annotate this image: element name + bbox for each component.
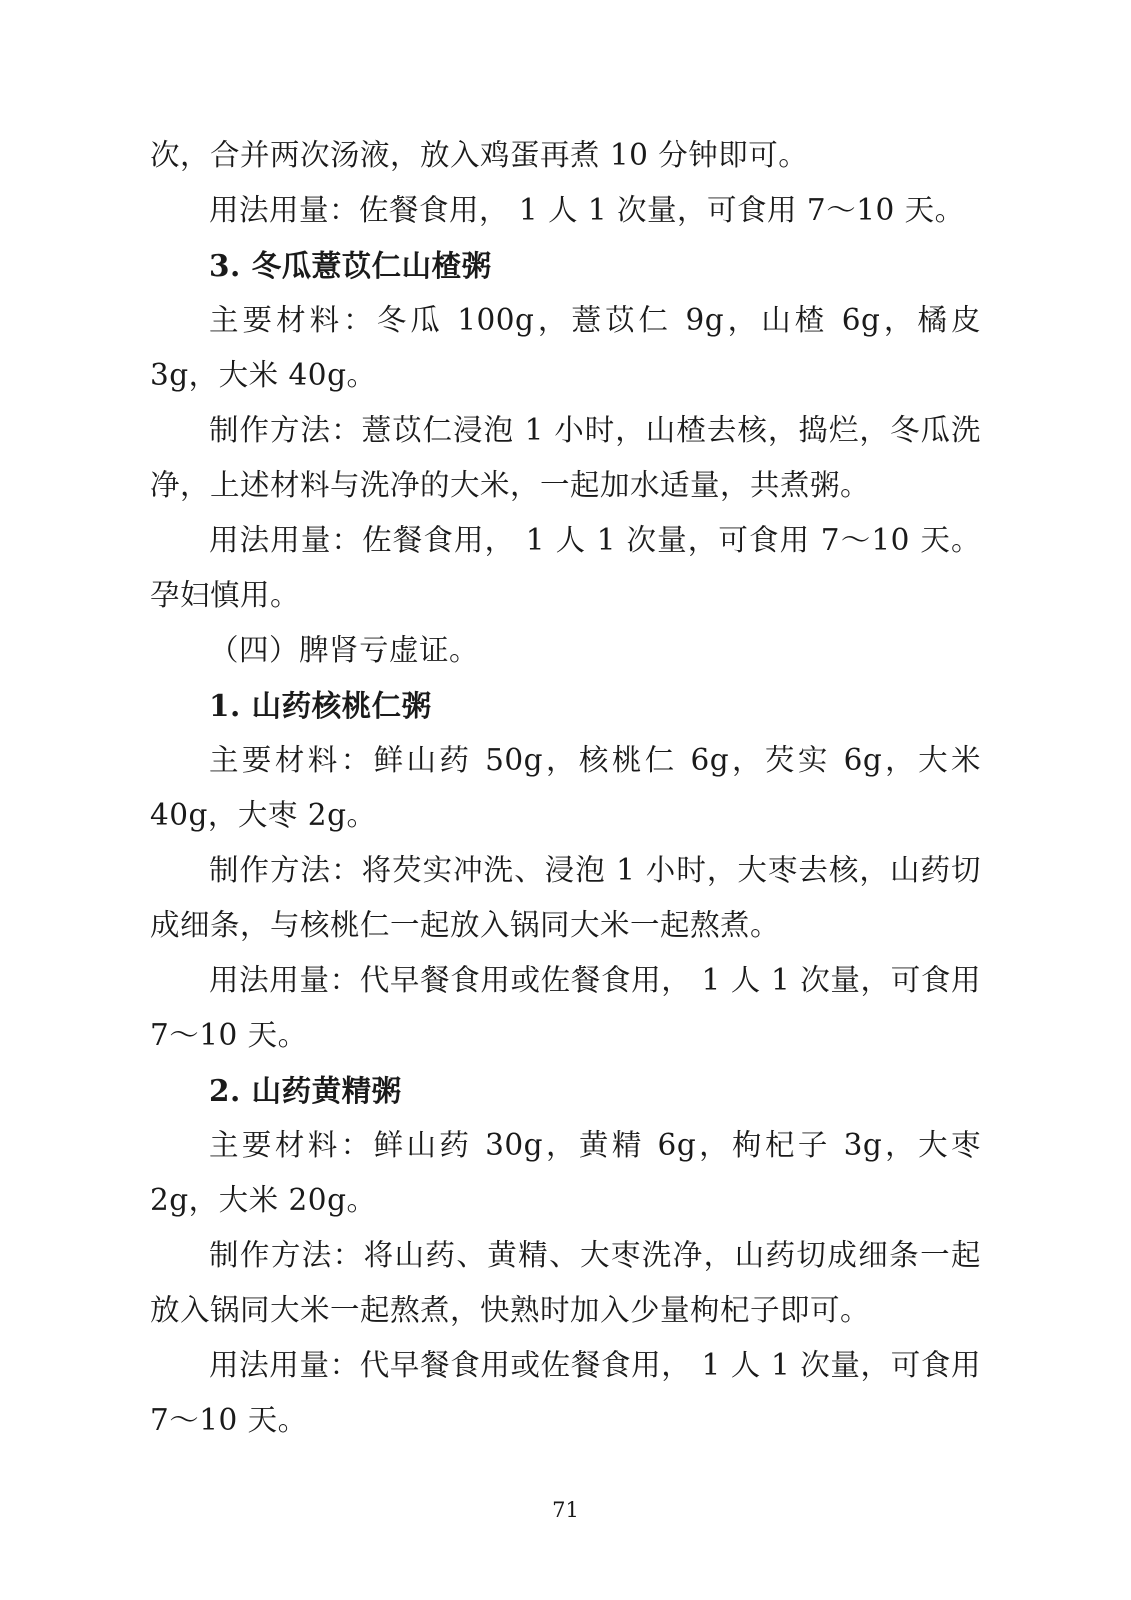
paragraph-recipe3-dosage: 用法用量：佐餐食用， 1 人 1 次量，可食用 7～10 天。孕妇慎用。 xyxy=(150,523,981,612)
paragraph-recipe2b-method: 制作方法：将山药、黄精、大枣洗净，山药切成细条一起放入锅同大米一起熬煮，快熟时加入少量枸杞子即可。 xyxy=(150,1238,981,1327)
paragraph-recipe1-method: 制作方法：将芡实冲洗、浸泡 1 小时，大枣去核，山药切成细条，与核桃仁一起放入锅同大米一起熬煮。 xyxy=(150,853,981,942)
paragraph-recipe2-method-continued: 次，合并两次汤液，放入鸡蛋再煮 10 分钟即可。 xyxy=(150,138,809,172)
paragraph-recipe3-ingredients: 主要材料：冬瓜 100g，薏苡仁 9g，山楂 6g，橘皮 3g，大米 40g。 xyxy=(150,303,981,392)
page-number: 71 xyxy=(552,1498,579,1522)
document-body xyxy=(150,128,981,1448)
heading-recipe3: 3. 冬瓜薏苡仁山楂粥 xyxy=(209,248,492,283)
paragraph-recipe3-method: 制作方法：薏苡仁浸泡 1 小时，山楂去核，捣烂，冬瓜洗净，上述材料与洗净的大米，一起加水适量，共煮粥。 xyxy=(150,413,981,502)
paragraph-recipe1-ingredients: 主要材料：鲜山药 50g，核桃仁 6g，芡实 6g，大米 40g，大枣 2g。 xyxy=(150,743,981,832)
section-label-four: （四）脾肾亏虚证。 xyxy=(209,633,480,667)
paragraph-recipe2b-dosage: 用法用量：代早餐食用或佐餐食用， 1 人 1 次量，可食用 7～10 天。 xyxy=(150,1348,981,1437)
heading-recipe1-shanyao-hetaoren: 1. 山药核桃仁粥 xyxy=(209,688,432,723)
paragraph-recipe2-dosage: 用法用量：佐餐食用， 1 人 1 次量，可食用 7～10 天。 xyxy=(209,193,965,227)
heading-recipe2-shanyao-huangjing: 2. 山药黄精粥 xyxy=(209,1073,402,1108)
paragraph-recipe1-dosage: 用法用量：代早餐食用或佐餐食用， 1 人 1 次量，可食用 7～10 天。 xyxy=(150,963,981,1052)
paragraph-recipe2b-ingredients: 主要材料：鲜山药 30g，黄精 6g，枸杞子 3g，大枣 2g，大米 20g。 xyxy=(150,1128,981,1217)
